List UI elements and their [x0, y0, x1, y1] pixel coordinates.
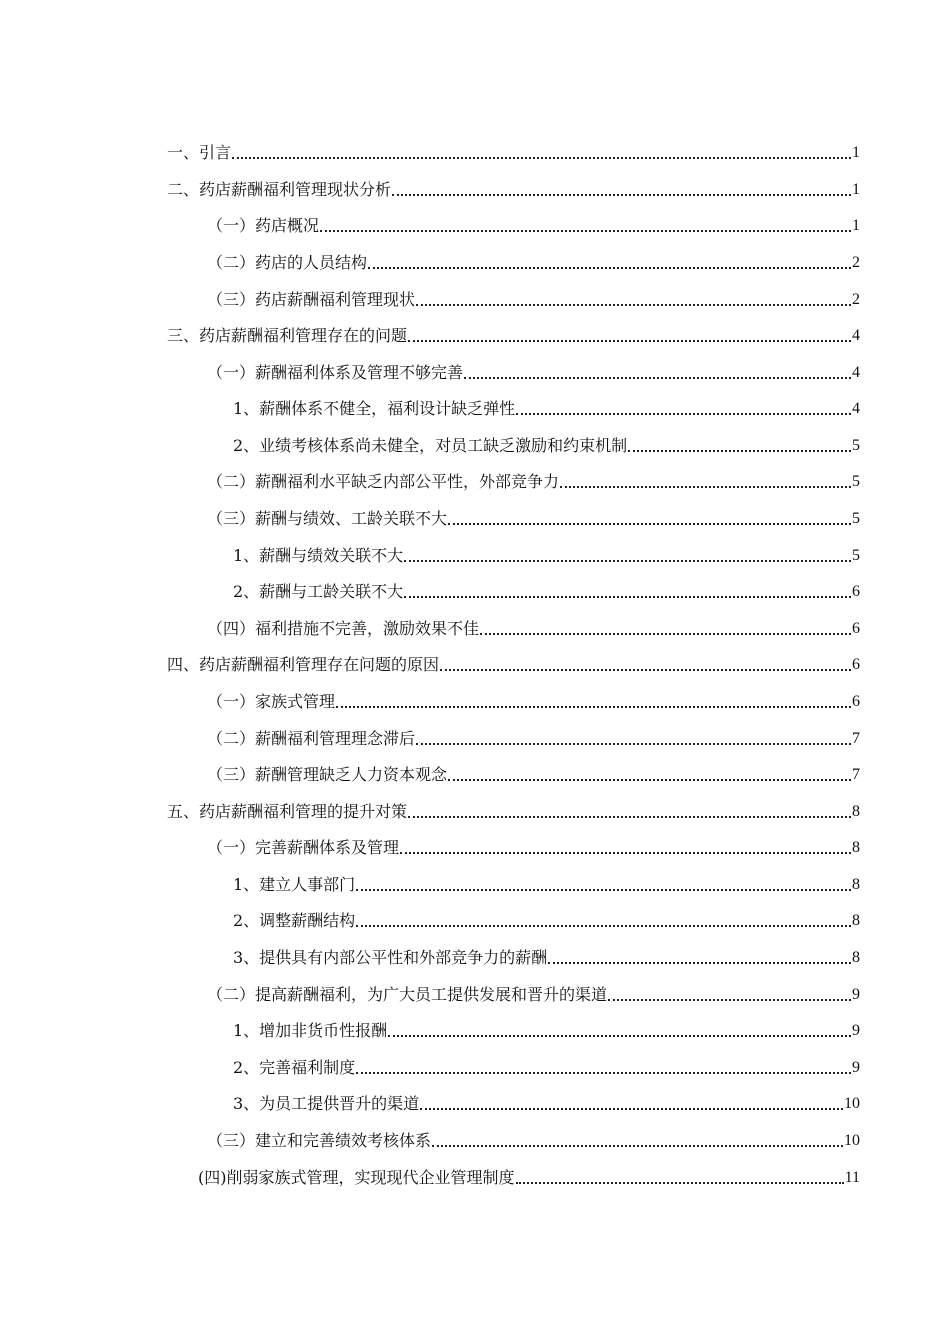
toc-entry-title: (四)削弱家族式管理，实现现代企业管理制度	[198, 1168, 515, 1187]
toc-entry[interactable]	[0, 1011, 860, 1041]
dot-leader	[404, 596, 851, 598]
dot-leader	[516, 413, 851, 415]
toc-entry-page: 1	[852, 181, 860, 198]
toc-entry[interactable]	[0, 1121, 860, 1151]
toc-entry[interactable]	[0, 792, 860, 822]
dot-leader	[400, 852, 851, 854]
toc-entry-title: （一）薪酬福利体系及管理不够完善	[207, 363, 464, 382]
toc-entry-title: （三）薪酬与绩效、工龄关联不大	[207, 509, 448, 528]
dot-leader	[404, 560, 851, 562]
toc-entry-page: 9	[852, 986, 860, 1003]
toc-entry-title: （三）建立和完善绩效考核体系	[207, 1131, 432, 1150]
dot-leader	[408, 816, 851, 818]
toc-entry[interactable]	[0, 865, 860, 895]
toc-entry[interactable]	[0, 828, 860, 858]
dot-leader	[356, 889, 851, 891]
toc-entry-title: （二）薪酬福利管理理念滞后	[207, 729, 416, 748]
toc-entry-title: （二）药店的人员结构	[207, 253, 368, 272]
toc-entry[interactable]	[0, 1084, 860, 1114]
toc-entry[interactable]	[0, 389, 860, 419]
toc-entry[interactable]	[0, 536, 860, 566]
toc-entry[interactable]	[0, 499, 860, 529]
toc-entry-title: 3、为员工提供晋升的渠道	[233, 1094, 420, 1113]
toc-entry-title: 二、药店薪酬福利管理现状分析	[167, 180, 392, 199]
toc-entry[interactable]	[0, 609, 860, 639]
toc-entry[interactable]	[0, 426, 860, 456]
toc-entry-page: 7	[852, 730, 860, 747]
toc-entry-page: 8	[852, 876, 860, 893]
dot-leader	[516, 1182, 844, 1184]
toc-entry-title: （三）薪酬管理缺乏人力资本观念	[207, 765, 448, 784]
toc-entry[interactable]	[0, 1158, 860, 1188]
toc-entry-title: 2、薪酬与工龄关联不大	[233, 582, 404, 601]
toc-entry-page: 4	[852, 400, 860, 417]
toc-entry-title: （二）提高薪酬福利，为广大员工提供发展和晋升的渠道	[207, 985, 608, 1004]
toc-entry-page: 4	[852, 327, 860, 344]
toc-entry-page: 2	[852, 254, 860, 271]
toc-entry-page: 7	[852, 766, 860, 783]
toc-entry[interactable]	[0, 1048, 860, 1078]
dot-leader	[356, 1072, 851, 1074]
dot-leader	[480, 633, 851, 635]
toc-entry-title: 3、提供具有内部公平性和外部竞争力的薪酬	[233, 948, 548, 967]
toc-entry-page: 1	[852, 144, 860, 161]
toc-entry-title: 1、建立人事部门	[233, 875, 356, 894]
toc-entry-page: 8	[852, 949, 860, 966]
toc-entry-page: 6	[852, 693, 860, 710]
dot-leader	[420, 1108, 843, 1110]
toc-entry-page: 5	[852, 510, 860, 527]
toc-entry-title: 2、业绩考核体系尚未健全，对员工缺乏激励和约束机制	[233, 436, 628, 455]
toc-entry-page: 8	[852, 839, 860, 856]
dot-leader	[628, 450, 851, 452]
toc-entry-page: 8	[852, 912, 860, 929]
toc-entry[interactable]	[0, 901, 860, 931]
toc-entry-page: 6	[852, 656, 860, 673]
dot-leader	[464, 377, 851, 379]
dot-leader	[388, 1035, 851, 1037]
toc-entry-page: 10	[844, 1132, 860, 1149]
toc-entry-page: 6	[852, 620, 860, 637]
toc-entry-title: 1、增加非货币性报酬	[233, 1021, 388, 1040]
dot-leader	[432, 1145, 843, 1147]
dot-leader	[448, 523, 851, 525]
toc-entry-title: 2、完善福利制度	[233, 1058, 356, 1077]
toc-entry-page: 10	[844, 1095, 860, 1112]
toc-entry[interactable]	[0, 280, 860, 310]
dot-leader	[336, 706, 851, 708]
dot-leader	[356, 925, 851, 927]
toc-entry-page: 9	[852, 1022, 860, 1039]
toc-entry[interactable]	[0, 133, 860, 163]
toc-entry-page: 5	[852, 547, 860, 564]
toc-entry[interactable]	[0, 170, 860, 200]
dot-leader	[560, 486, 851, 488]
dot-leader	[440, 669, 851, 671]
dot-leader	[232, 157, 851, 159]
dot-leader	[416, 304, 851, 306]
toc-entry-title: 三、药店薪酬福利管理存在的问题	[167, 326, 408, 345]
toc-entry[interactable]	[0, 206, 860, 236]
toc-entry[interactable]	[0, 462, 860, 492]
toc-entry[interactable]	[0, 645, 860, 675]
toc-entry-title: 四、药店薪酬福利管理存在问题的原因	[167, 655, 440, 674]
toc-entry[interactable]	[0, 316, 860, 346]
toc-entry[interactable]	[0, 938, 860, 968]
toc-entry-page: 9	[852, 1059, 860, 1076]
dot-leader	[608, 999, 851, 1001]
toc-entry-title: 2、调整薪酬结构	[233, 911, 356, 930]
dot-leader	[320, 230, 851, 232]
toc-entry[interactable]	[0, 572, 860, 602]
dot-leader	[416, 743, 851, 745]
toc-entry-title: 1、薪酬与绩效关联不大	[233, 546, 404, 565]
toc-entry-page: 8	[852, 803, 860, 820]
toc-entry-title: （二）薪酬福利水平缺乏内部公平性，外部竞争力	[207, 472, 560, 491]
toc-entry-title: 一、引言	[167, 143, 232, 162]
toc-entry-page: 6	[852, 583, 860, 600]
dot-leader	[368, 267, 851, 269]
toc-entry[interactable]	[0, 243, 860, 273]
toc-entry-title: 五、药店薪酬福利管理的提升对策	[167, 802, 408, 821]
toc-entry-page: 4	[852, 364, 860, 381]
toc-entry-title: （四）福利措施不完善，激励效果不佳	[207, 619, 480, 638]
dot-leader	[392, 194, 851, 196]
dot-leader	[448, 779, 851, 781]
toc-entry-page: 2	[852, 291, 860, 308]
toc-entry-title: （三）药店薪酬福利管理现状	[207, 290, 416, 309]
toc-entry-page: 11	[844, 1169, 860, 1186]
toc-entry-title: 1、薪酬体系不健全，福利设计缺乏弹性	[233, 399, 516, 418]
toc-entry-title: （一）药店概况	[207, 216, 320, 235]
toc-entry[interactable]	[0, 353, 860, 383]
toc-entry-page: 5	[852, 473, 860, 490]
dot-leader	[548, 962, 851, 964]
toc-entry-page: 1	[852, 217, 860, 234]
dot-leader	[408, 340, 851, 342]
toc-entry[interactable]	[0, 755, 860, 785]
toc-entry[interactable]	[0, 682, 860, 712]
toc-entry-page: 5	[852, 437, 860, 454]
toc-entry-title: （一）家族式管理	[207, 692, 336, 711]
toc-entry[interactable]	[0, 975, 860, 1005]
toc-entry-title: （一）完善薪酬体系及管理	[207, 838, 400, 857]
toc-entry[interactable]	[0, 719, 860, 749]
